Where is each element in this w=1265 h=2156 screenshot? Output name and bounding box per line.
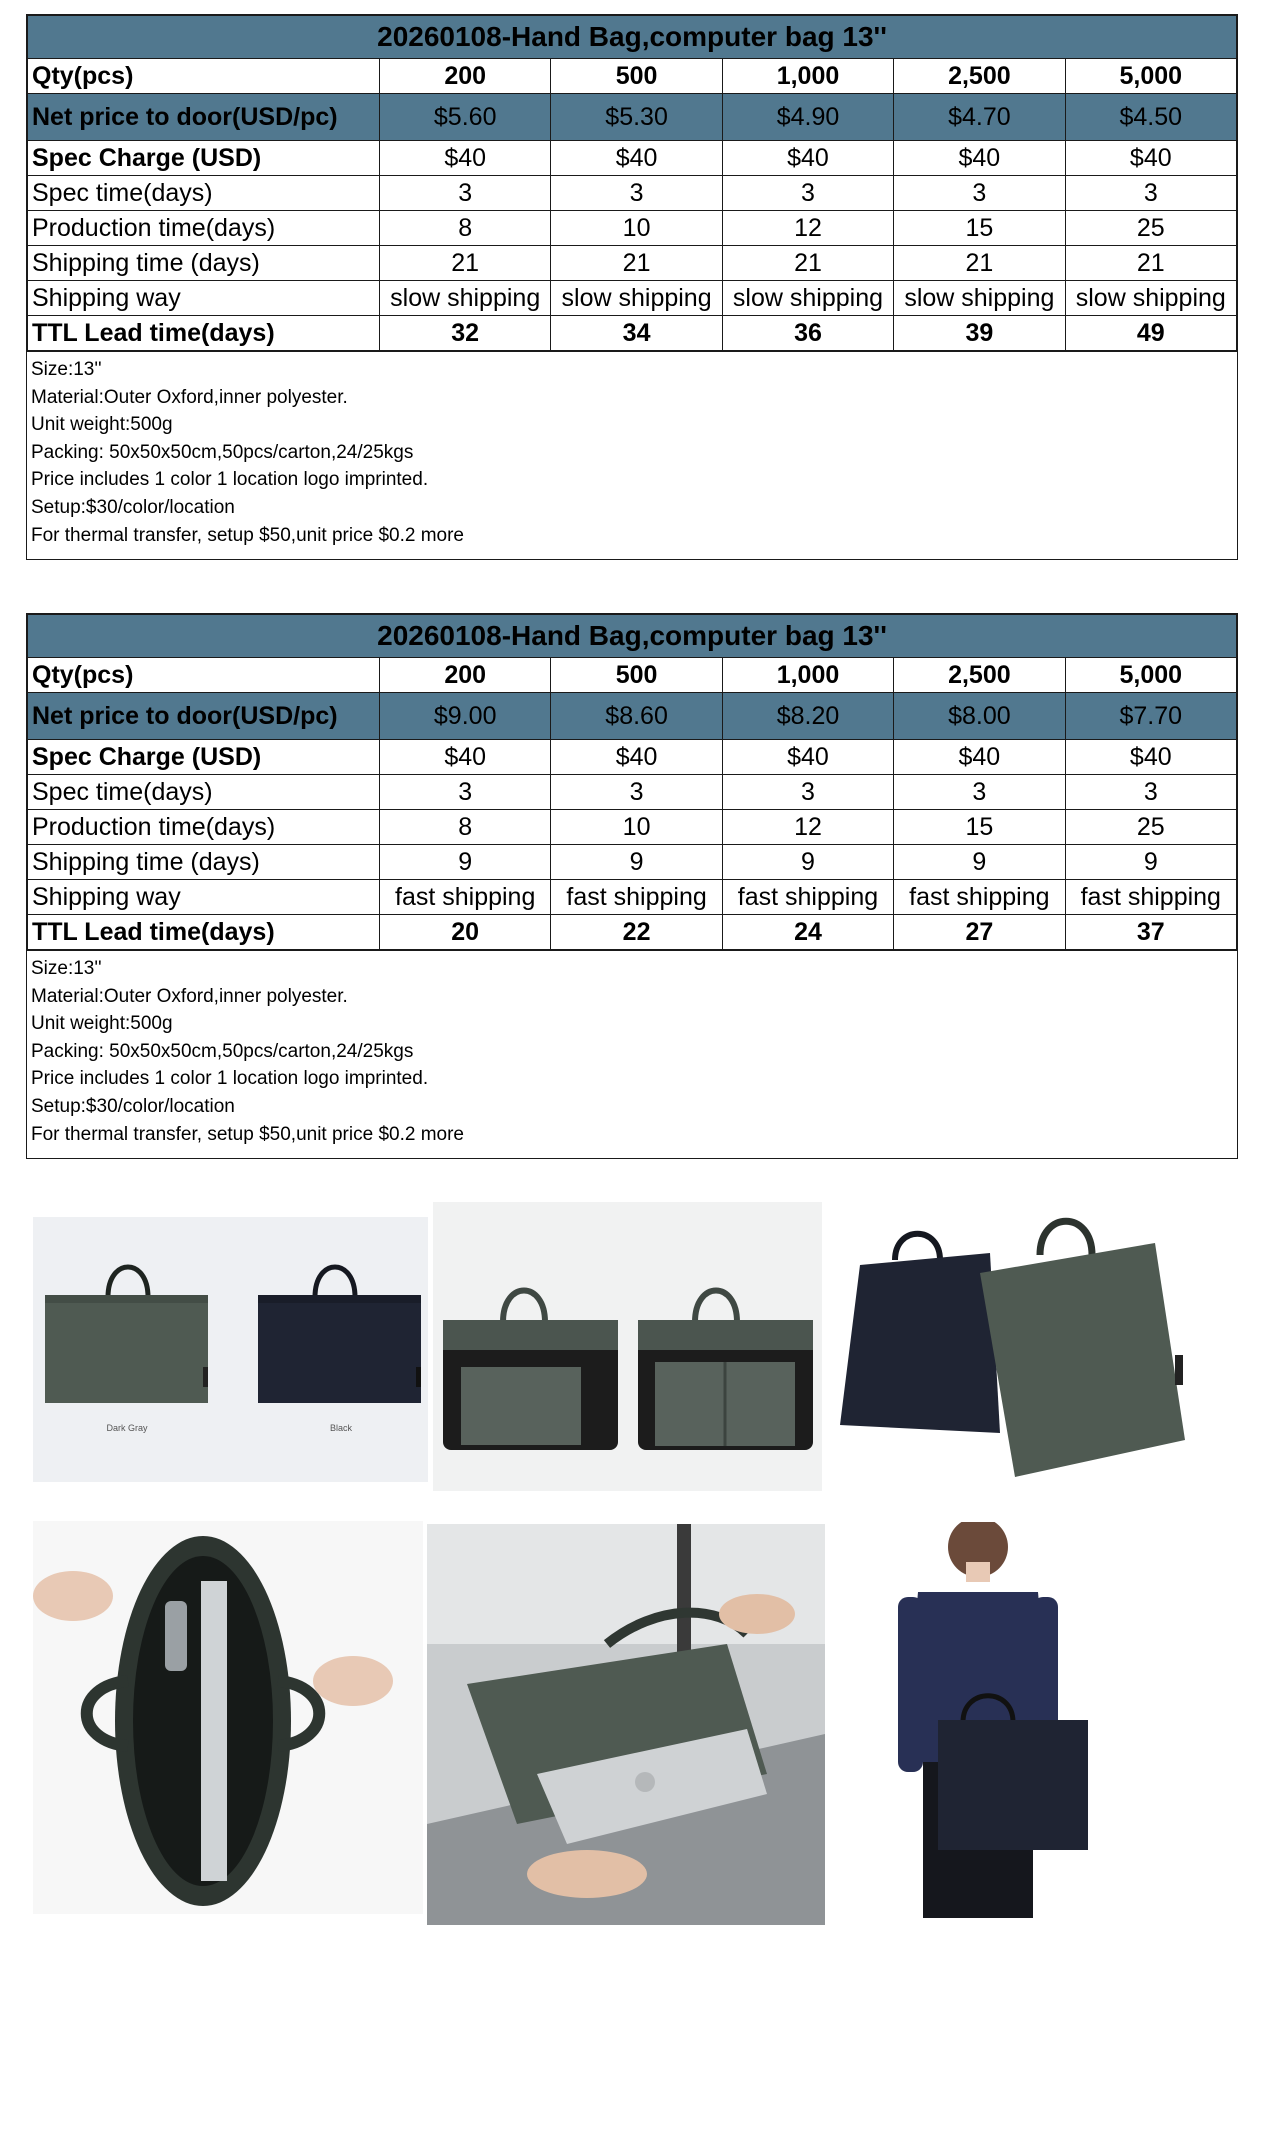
quote-sheet-slow-shipping: [26, 14, 1238, 560]
value-cell: 3: [894, 775, 1065, 810]
value-cell: 3: [722, 775, 893, 810]
table-row: [28, 281, 1237, 316]
value-cell: 36: [722, 316, 893, 351]
value-cell: $40: [551, 141, 722, 176]
note-line: Material:Outer Oxford,inner polyester.: [31, 386, 348, 408]
value-cell: $40: [722, 141, 893, 176]
price-cell: $7.70: [1065, 693, 1236, 740]
table-row: [28, 316, 1237, 351]
value-cell: 21: [380, 246, 551, 281]
table-row: [28, 211, 1237, 246]
value-cell: $40: [551, 740, 722, 775]
value-cell: 32: [380, 316, 551, 351]
value-cell: 15: [894, 810, 1065, 845]
row-label: Shipping way: [28, 281, 380, 316]
value-cell: $40: [894, 740, 1065, 775]
qty-cell: 2,500: [894, 59, 1065, 94]
table-row: [28, 810, 1237, 845]
row-label: Production time(days): [28, 211, 380, 246]
value-cell: 9: [380, 845, 551, 880]
value-cell: 9: [894, 845, 1065, 880]
value-cell: 3: [380, 176, 551, 211]
quote-sheet-fast-shipping: [26, 613, 1238, 1159]
value-cell: 8: [380, 211, 551, 246]
price-cell: $5.60: [380, 94, 551, 141]
note-line: Price includes 1 color 1 location logo imprinted.: [31, 469, 429, 491]
photo-laptop-insert: [427, 1524, 825, 1925]
value-cell: 34: [551, 316, 722, 351]
note-line: Material:Outer Oxford,inner polyester.: [31, 985, 348, 1007]
row-label: TTL Lead time(days): [28, 316, 380, 351]
product-notes: [27, 351, 1237, 559]
table-row: [28, 845, 1237, 880]
photo-open-bag-top-view: [33, 1521, 423, 1914]
note-line: Price includes 1 color 1 location logo imprinted.: [31, 1068, 429, 1090]
value-cell: 9: [722, 845, 893, 880]
qty-cell: 1,000: [722, 658, 893, 693]
photo-two-bags: [830, 1185, 1212, 1498]
value-cell: 10: [551, 211, 722, 246]
row-label: Net price to door(USD/pc): [28, 94, 380, 141]
value-cell: slow shipping: [894, 281, 1065, 316]
table-title: 20260108-Hand Bag,computer bag 13'': [28, 615, 1237, 658]
swatch-label-dark-gray: Dark Gray: [106, 1423, 148, 1433]
value-cell: 21: [551, 246, 722, 281]
swatch-label-black: Black: [329, 1423, 353, 1433]
value-cell: $40: [1065, 141, 1236, 176]
price-cell: $8.60: [551, 693, 722, 740]
price-cell: $4.90: [722, 94, 893, 141]
value-cell: 39: [894, 316, 1065, 351]
qty-cell: 5,000: [1065, 658, 1236, 693]
value-cell: 9: [1065, 845, 1236, 880]
qty-cell: 5,000: [1065, 59, 1236, 94]
value-cell: 24: [722, 915, 893, 950]
price-cell: $9.00: [380, 693, 551, 740]
qty-cell: 2,500: [894, 658, 1065, 693]
table-row: [28, 775, 1237, 810]
quote-table: [27, 15, 1237, 351]
price-cell: $8.20: [722, 693, 893, 740]
note-line: Size:13'': [31, 359, 102, 380]
row-label: Net price to door(USD/pc): [28, 693, 380, 740]
qty-cell: 500: [551, 658, 722, 693]
value-cell: 3: [1065, 176, 1236, 211]
row-label: Spec time(days): [28, 775, 380, 810]
value-cell: 3: [380, 775, 551, 810]
row-label: Production time(days): [28, 810, 380, 845]
qty-cell: 1,000: [722, 59, 893, 94]
value-cell: 12: [722, 211, 893, 246]
value-cell: fast shipping: [894, 880, 1065, 915]
note-line: Unit weight:500g: [31, 414, 173, 436]
qty-label: Qty(pcs): [28, 59, 380, 94]
value-cell: 3: [894, 176, 1065, 211]
quote-table: [27, 614, 1237, 950]
table-row: [28, 740, 1237, 775]
value-cell: 12: [722, 810, 893, 845]
qty-cell: 200: [380, 59, 551, 94]
qty-label: Qty(pcs): [28, 658, 380, 693]
note-line: Setup:$30/color/location: [31, 496, 235, 518]
qty-cell: 500: [551, 59, 722, 94]
row-label: TTL Lead time(days): [28, 915, 380, 950]
photo-color-swatches: [33, 1217, 428, 1482]
table-title: 20260108-Hand Bag,computer bag 13'': [28, 16, 1237, 59]
price-cell: $4.50: [1065, 94, 1236, 141]
table-row: [28, 246, 1237, 281]
value-cell: slow shipping: [380, 281, 551, 316]
note-line: Packing: 50x50x50cm,50pcs/carton,24/25kgs: [31, 441, 414, 463]
value-cell: slow shipping: [551, 281, 722, 316]
note-line: Size:13'': [31, 958, 102, 979]
note-line: Setup:$30/color/location: [31, 1095, 235, 1117]
row-label: Shipping time (days): [28, 246, 380, 281]
value-cell: 25: [1065, 211, 1236, 246]
value-cell: $40: [380, 740, 551, 775]
row-label: Spec Charge (USD): [28, 740, 380, 775]
price-cell: $5.30: [551, 94, 722, 141]
value-cell: 21: [722, 246, 893, 281]
value-cell: fast shipping: [722, 880, 893, 915]
photo-inner-pockets: [433, 1202, 822, 1491]
note-line: For thermal transfer, setup $50,unit price $0.2 more: [31, 524, 464, 546]
value-cell: slow shipping: [722, 281, 893, 316]
value-cell: $40: [722, 740, 893, 775]
value-cell: fast shipping: [1065, 880, 1236, 915]
value-cell: $40: [894, 141, 1065, 176]
value-cell: 3: [722, 176, 893, 211]
table-row: [28, 176, 1237, 211]
note-line: Packing: 50x50x50cm,50pcs/carton,24/25kgs: [31, 1040, 414, 1062]
value-cell: 3: [551, 176, 722, 211]
value-cell: fast shipping: [380, 880, 551, 915]
note-line: For thermal transfer, setup $50,unit price $0.2 more: [31, 1123, 464, 1145]
value-cell: 10: [551, 810, 722, 845]
value-cell: 21: [894, 246, 1065, 281]
value-cell: 9: [551, 845, 722, 880]
price-cell: $8.00: [894, 693, 1065, 740]
value-cell: $40: [380, 141, 551, 176]
value-cell: 15: [894, 211, 1065, 246]
row-label: Spec Charge (USD): [28, 141, 380, 176]
table-row: [28, 880, 1237, 915]
note-line: Unit weight:500g: [31, 1013, 173, 1035]
table-row: [28, 94, 1237, 141]
value-cell: 37: [1065, 915, 1236, 950]
row-label: Shipping time (days): [28, 845, 380, 880]
value-cell: 25: [1065, 810, 1236, 845]
qty-cell: 200: [380, 658, 551, 693]
table-row: [28, 915, 1237, 950]
value-cell: 27: [894, 915, 1065, 950]
value-cell: fast shipping: [551, 880, 722, 915]
table-row: [28, 141, 1237, 176]
value-cell: 22: [551, 915, 722, 950]
value-cell: 8: [380, 810, 551, 845]
row-label: Shipping way: [28, 880, 380, 915]
value-cell: 21: [1065, 246, 1236, 281]
value-cell: 3: [551, 775, 722, 810]
product-notes: [27, 950, 1237, 1158]
value-cell: 20: [380, 915, 551, 950]
value-cell: 49: [1065, 316, 1236, 351]
table-row: [28, 693, 1237, 740]
value-cell: slow shipping: [1065, 281, 1236, 316]
photo-model-carrying-bag: [828, 1522, 1222, 1918]
row-label: Spec time(days): [28, 176, 380, 211]
value-cell: 3: [1065, 775, 1236, 810]
value-cell: $40: [1065, 740, 1236, 775]
price-cell: $4.70: [894, 94, 1065, 141]
